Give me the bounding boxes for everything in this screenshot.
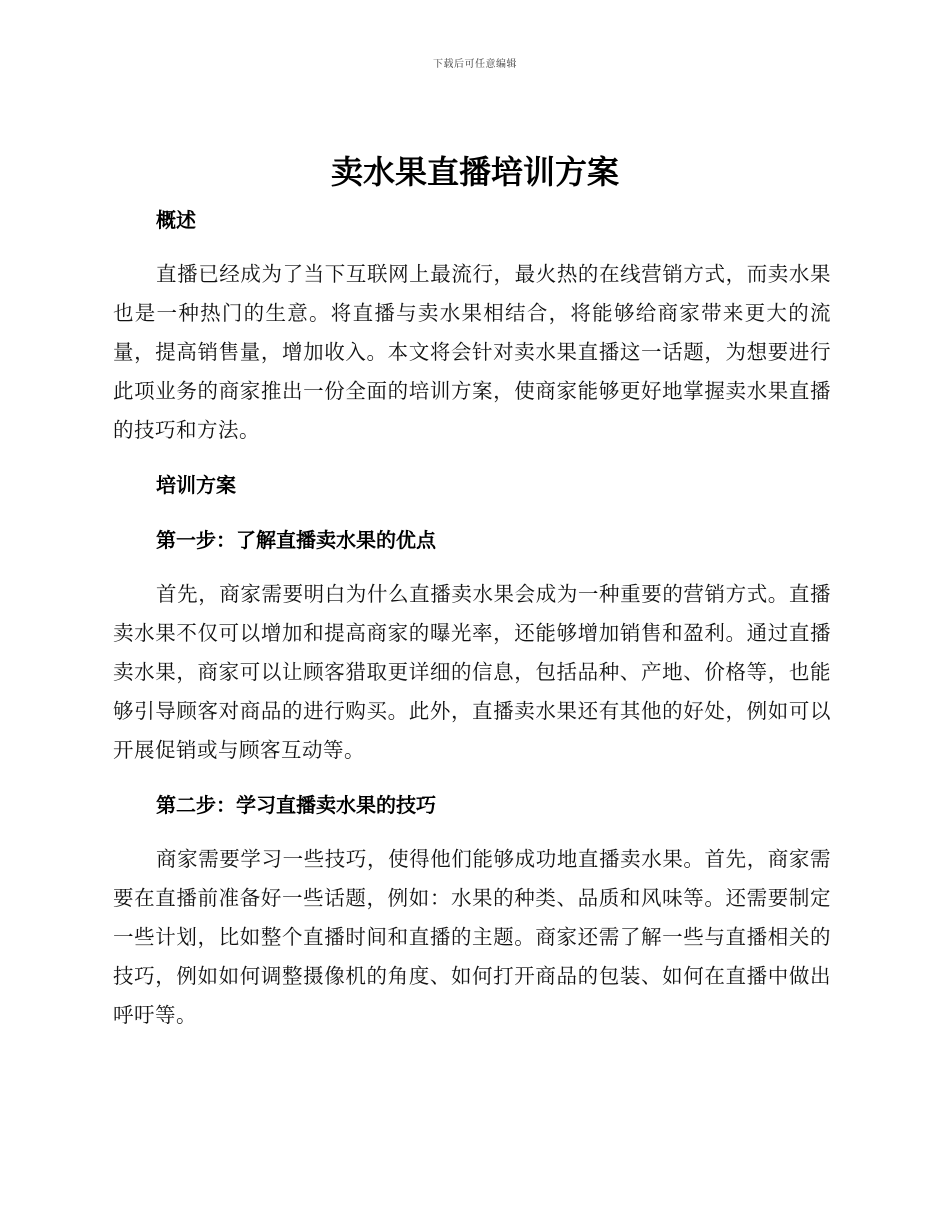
document-title: 卖水果直播培训方案 — [330, 153, 619, 191]
section-heading-training-plan: 培训方案 — [156, 473, 236, 497]
section-heading-overview: 概述 — [156, 208, 196, 232]
section-heading-step-one: 第一步：了解直播卖水果的优点 — [156, 528, 436, 552]
section-paragraph-step-two: 商家需要学习一些技巧，使得他们能够成功地直播卖水果。首先，商家需要在直播前准备好一些话题，例如：水果的种类、品质和风味等。还需要制定一些计划，比如整个直播时间和直播的主题。商家还需了解一些与直播相关的技巧，例如如何调整摄像机的角度、如何打开商品的包装、如何在直播中做出呼吁等。 — [113, 847, 831, 1027]
section-paragraph-overview: 直播已经成为了当下互联网上最流行，最火热的在线营销方式，而卖水果也是一种热门的生意。将直播与卖水果相结合，将能够给商家带来更大的流量，提高销售量，增加收入。本文将会针对卖水果直播这一话题，为想要进行此项业务的商家推出一份全面的培训方案，使商家能够更好地掌握卖水果直播的技巧和方法。 — [113, 262, 831, 442]
section-paragraph-step-one: 首先，商家需要明白为什么直播卖水果会成为一种重要的营销方式。直播卖水果不仅可以增加和提高商家的曝光率，还能够增加销售和盈利。通过直播卖水果，商家可以让顾客猎取更详细的信息，包括品种、产地、价格等，也能够引导顾客对商品的进行购买。此外，直播卖水果还有其他的好处，例如可以开展促销或与顾客互动等。 — [113, 582, 831, 762]
document-body — [113, 200, 831, 1050]
section-heading-step-two: 第二步：学习直播卖水果的技巧 — [156, 793, 436, 817]
page-header-note: 下载后可任意编辑 — [433, 59, 517, 70]
